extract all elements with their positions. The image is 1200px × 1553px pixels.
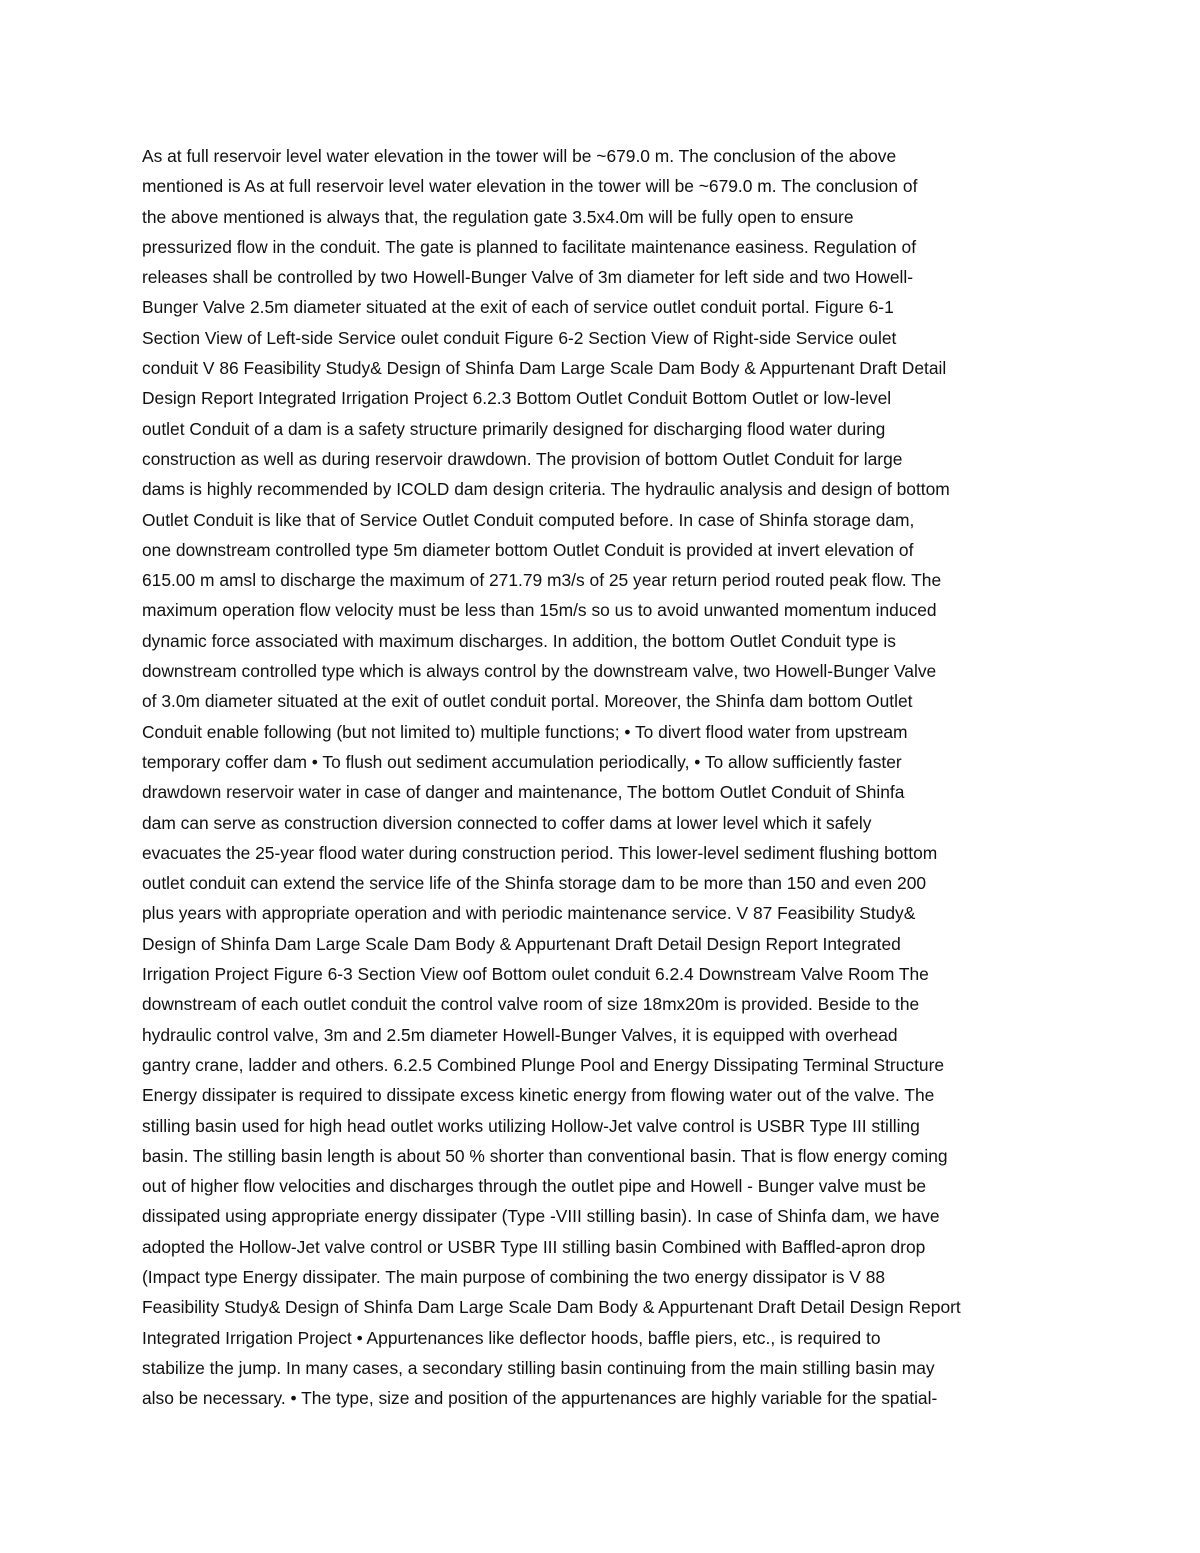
text-line: dynamic force associated with maximum discharges. In addition, the bottom Outlet Conduit type is	[142, 630, 896, 651]
text-line: maximum operation flow velocity must be less than 15m/s so us to avoid unwanted momentum induced	[142, 600, 937, 621]
text-line: adopted the Hollow-Jet valve control or USBR Type III stilling basin Combined with Baffled-apron drop	[142, 1236, 926, 1257]
text-line: temporary coffer dam • To flush out sediment accumulation periodically, • To allow sufficiently faster	[142, 751, 902, 772]
text-line: Bunger Valve 2.5m diameter situated at the exit of each of service outlet conduit portal. Figure 6-1	[142, 297, 894, 318]
body-text	[142, 141, 1082, 1413]
text-line: out of higher flow velocities and discharges through the outlet pipe and Howell - Bunger valve must be	[142, 1176, 927, 1197]
text-line: basin. The stilling basin length is about 50 % shorter than conventional basin. That is flow energy coming	[142, 1145, 948, 1166]
text-line: (Impact type Energy dissipater. The main purpose of combining the two energy dissipator is V 88	[142, 1266, 886, 1287]
text-line: of 3.0m diameter situated at the exit of outlet conduit portal. Moreover, the Shinfa dam bottom Outlet	[142, 691, 913, 712]
text-line: dissipated using appropriate energy dissipater (Type -VIII stilling basin). In case of Shinfa dam, we have	[142, 1206, 940, 1227]
text-line: Section View of Left-side Service oulet conduit Figure 6-2 Section View of Right-side Service oulet	[142, 327, 897, 348]
text-line: conduit V 86 Feasibility Study& Design of Shinfa Dam Large Scale Dam Body & Appurtenant Draft Detail	[142, 358, 947, 379]
text-line: downstream of each outlet conduit the control valve room of size 18mx20m is provided. Beside to the	[142, 994, 920, 1015]
text-line: dams is highly recommended by ICOLD dam design criteria. The hydraulic analysis and design of bottom	[142, 479, 950, 500]
text-line: hydraulic control valve, 3m and 2.5m diameter Howell-Bunger Valves, it is equipped with overhead	[142, 1024, 898, 1045]
text-line: dam can serve as construction diversion connected to coffer dams at lower level which it safely	[142, 812, 872, 833]
text-line: drawdown reservoir water in case of danger and maintenance, The bottom Outlet Conduit of Shinfa	[142, 782, 905, 803]
text-line: Design Report Integrated Irrigation Project 6.2.3 Bottom Outlet Conduit Bottom Outlet or low-level	[142, 388, 892, 409]
text-line: Irrigation Project Figure 6-3 Section View oof Bottom oulet conduit 6.2.4 Downstream Valve Room The	[142, 964, 929, 985]
text-line: also be necessary. • The type, size and position of the appurtenances are highly variable for the spatial-	[142, 1388, 938, 1409]
text-line: Outlet Conduit is like that of Service Outlet Conduit computed before. In case of Shinfa storage dam,	[142, 509, 915, 530]
text-line: plus years with appropriate operation and with periodic maintenance service. V 87 Feasibility Study&	[142, 903, 916, 924]
text-line: As at full reservoir level water elevation in the tower will be ~679.0 m. The conclusion of the above	[142, 146, 897, 166]
text-line: 615.00 m amsl to discharge the maximum of 271.79 m3/s of 25 year return period routed peak flow. The	[142, 570, 942, 591]
text-line: Integrated Irrigation Project • Appurtenances like deflector hoods, baffle piers, etc., is required to	[142, 1327, 881, 1348]
text-line: Conduit enable following (but not limited to) multiple functions; • To divert flood water from upstream	[142, 721, 908, 742]
text-line: evacuates the 25-year flood water during construction period. This lower-level sediment flushing bottom	[142, 842, 938, 863]
text-line: releases shall be controlled by two Howell-Bunger Valve of 3m diameter for left side and two Howell-	[142, 267, 914, 288]
text-line: stabilize the jump. In many cases, a secondary stilling basin continuing from the main stilling basin may	[142, 1357, 935, 1378]
text-line: construction as well as during reservoir drawdown. The provision of bottom Outlet Conduit for large	[142, 448, 903, 469]
text-line: Energy dissipater is required to dissipate excess kinetic energy from flowing water out of the valve. The	[142, 1085, 935, 1106]
text-line: the above mentioned is always that, the regulation gate 3.5x4.0m will be fully open to ensure	[142, 206, 854, 227]
text-line: Design of Shinfa Dam Large Scale Dam Body & Appurtenant Draft Detail Design Report Integrated	[142, 933, 901, 954]
text-line: Feasibility Study& Design of Shinfa Dam Large Scale Dam Body & Appurtenant Draft Detail Design Report	[142, 1297, 961, 1318]
text-line: outlet conduit can extend the service life of the Shinfa storage dam to be more than 150 and even 200	[142, 873, 927, 894]
text-line: outlet Conduit of a dam is a safety structure primarily designed for discharging flood water during	[142, 418, 886, 439]
text-line: downstream controlled type which is always control by the downstream valve, two Howell-Bunger Valve	[142, 661, 937, 682]
text-line: gantry crane, ladder and others. 6.2.5 Combined Plunge Pool and Energy Dissipating Terminal Structure	[142, 1054, 945, 1075]
text-line: pressurized flow in the conduit. The gate is planned to facilitate maintenance easiness. Regulation of	[142, 236, 917, 257]
text-line: stilling basin used for high head outlet works utilizing Hollow-Jet valve control is USBR Type III stilling	[142, 1115, 920, 1136]
text-line: mentioned is As at full reservoir level water elevation in the tower will be ~679.0 m. The conclusion of	[142, 176, 918, 197]
text-line: one downstream controlled type 5m diameter bottom Outlet Conduit is provided at invert elevation of	[142, 539, 914, 560]
